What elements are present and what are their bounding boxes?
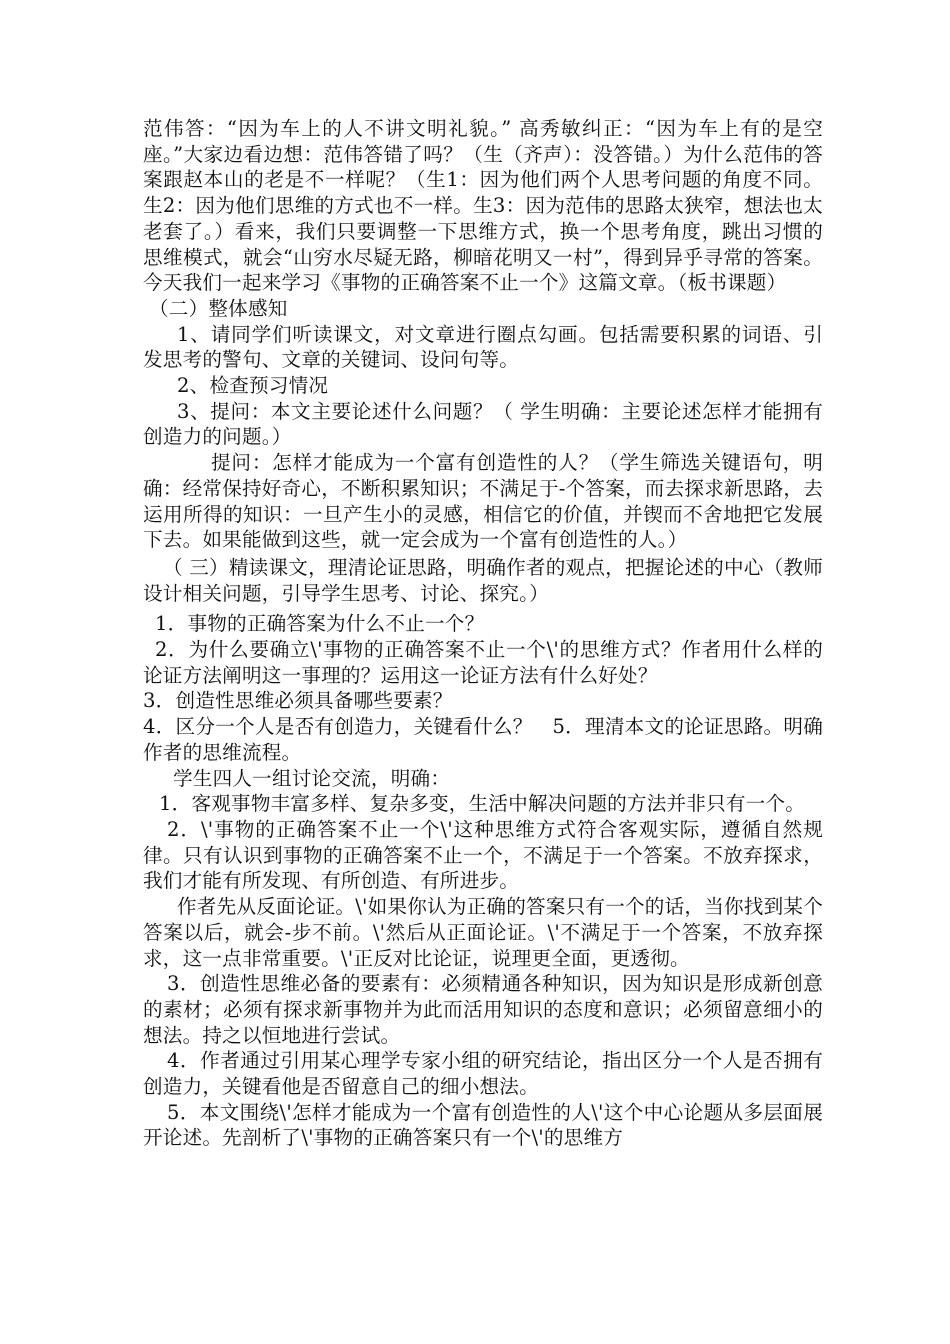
answer-1: 1．客观事物丰富多样、复杂多变，生活中解决问题的方法并非只有一个。 [159, 792, 806, 816]
paragraph-group-discussion: 学生四人一组讨论交流，明确： [173, 766, 451, 790]
paragraph-argument-method: 作者先从反面论证。\'如果你认为正确的答案只有一个的话，当你找到某个答案以后，就会-步不前。\'然后从正面论证。\'不满足于一个答案，不放弃探求，这一点非常重要。\'正反对比论证，说理更全面，更透彻。 [143, 895, 823, 970]
answer-5: 5．本文围绕\'怎样才能成为一个富有创造性的人\'这个中心论题从多层面展开论述。先剖析了\'事物的正确答案只有一个\'的思维方 [143, 1100, 823, 1150]
paragraph-step-2: 2、检查预习情况 [177, 374, 329, 398]
paragraph-intro-dialogue: 范伟答：“因为车上的人不讲文明礼貌。” 高秀敏纠正：“因为车上有的是空座。”大家边看边想：范伟答错了吗？（生（齐声）：没答错。）为什么范伟的答案跟赵本山的老是不一样呢？（生1：因为他们两个人思考问题的角度不同。生2：因为他们思维的方式也不一样。生3：因为范伟的思路太狭窄，想法也太老套了。）看来，我们只要调整一下思维方式，换一个思考角度，跳出习惯的思维模式，就会“山穷水尽疑无路，柳暗花明又一村”，得到异乎寻常的答案。今天我们一起来学习《事物的正确答案不止一个》这篇文章。（板书课题） [143, 117, 823, 295]
paragraph-step-1: 1、请同学们听读课文，对文章进行圈点勾画。包括需要积累的词语、引发思考的警句、文章的关键词、设问句等。 [143, 322, 823, 372]
section-heading-overall-perception: （二）整体感知 [149, 296, 288, 320]
question-4-5: 4．区分一个人是否有创造力，关键看什么？ 5．理清本文的论证思路。明确作者的思维流程。 [143, 715, 823, 764]
paragraph-question-creative: 提问：怎样才能成为一个富有创造性的人？（学生筛选关键语句，明确：经常保持好奇心，不断积累知识；不满足于-个答案，而去探求新思路，去运用所得的知识：一旦产生小的灵感，相信它的价值，并锲而不舍地把它发展下去。如果能做到这些，就一定会成为一个富有创造性的人。） [143, 451, 823, 552]
question-3: 3．创造性思维必须具备哪些要素？ [143, 689, 453, 713]
answer-4: 4．作者通过引用某心理学专家小组的研究结论，指出区分一个人是否拥有创造力，关键看他是否留意自己的细小想法。 [143, 1049, 823, 1099]
question-1: 1．事物的正确答案为什么不止一个？ [155, 612, 485, 636]
section-heading-close-reading: （ 三）精读课文，理清论证思路，明确作者的观点，把握论述的中心（教师设计相关问题，引导学生思考、讨论、探究。） [143, 555, 823, 605]
document-page [143, 116, 823, 1151]
answer-2: 2．\'事物的正确答案不止一个\'这种思维方式符合客观实际，遵循自然规律。只有认识到事物的正确答案不止一个，不满足于一个答案。不放弃探求，我们才能有所发现、有所创造、有所进步。 [143, 817, 823, 893]
question-2: 2．为什么要确立\'事物的正确答案不止一个\'的思维方式？作者用什么样的论证方法阐明这一事理的？运用这一论证方法有什么好处？ [143, 638, 823, 687]
answer-3: 3．创造性思维必备的要素有：必须精通各种知识，因为知识是形成新创意的素材；必须有探求新事物并为此而活用知识的态度和意识；必须留意细小的想法。持之以恒地进行尝试。 [143, 972, 823, 1047]
paragraph-step-3: 3、提问：本文主要论述什么问题？（ 学生明确：主要论述怎样才能拥有创造力的问题。） [143, 399, 823, 449]
